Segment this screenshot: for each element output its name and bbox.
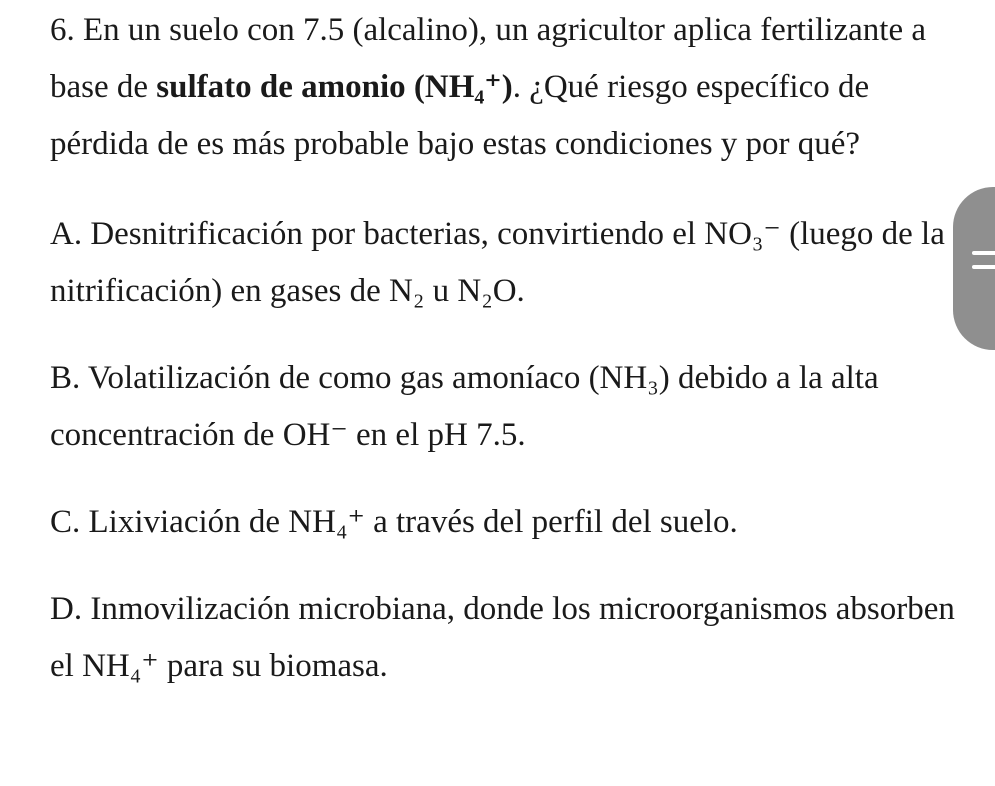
question-bold-term: sulfato de amonio (NH₄⁺) <box>156 69 513 105</box>
question-part-2: . ¿Qué riesgo específico de pérdida de es más probable bajo estas condiciones y por qué? <box>50 69 870 162</box>
option-a: A. Desnitrificación por bacterias, convirtiendo el NO₃⁻ (luego de la nitrificación) en gases de N₂ u N₂O. <box>50 216 945 309</box>
menu-handle-icon <box>972 251 995 255</box>
question-part-1: 6. En un suelo con 7.5 (alcalino), un agricultor aplica fertilizante a base de <box>50 12 926 105</box>
option-c: C. Lixiviación de NH₄⁺ a través del perfil del suelo. <box>50 504 738 540</box>
question-text <box>50 2 955 173</box>
option-d: D. Inmovilización microbiana, donde los microorganismos absorben el NH₄⁺ para su biomasa. <box>50 591 955 684</box>
menu-handle-icon-bar <box>972 265 995 269</box>
document-body <box>50 0 955 695</box>
option-b: B. Volatilización de como gas amoníaco (NH₃) debido a la alta concentración de OH⁻ en el pH 7.5. <box>50 360 879 453</box>
side-panel-handle[interactable] <box>953 187 995 350</box>
